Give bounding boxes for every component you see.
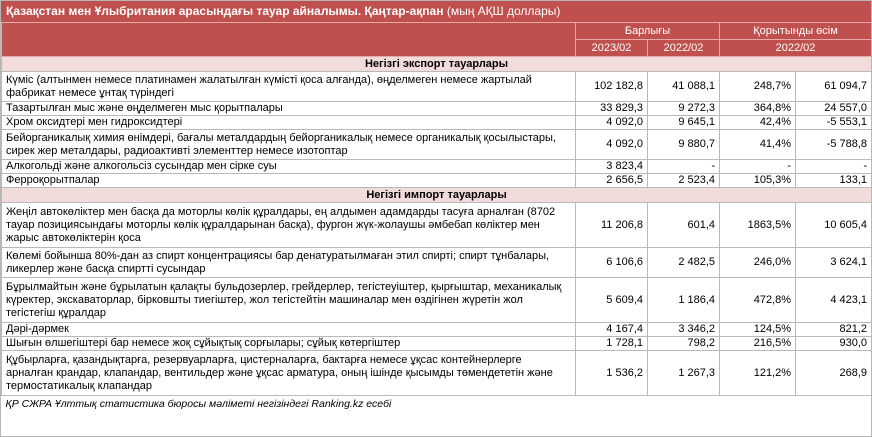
value-2022-cell: 3 346,2 xyxy=(648,323,720,337)
product-name-cell: Дәрі-дәрмек xyxy=(2,323,576,337)
product-name-cell: Құбырларға, қазандықтарға, резервуарларға, цистерналарға, бактарға немесе ұқсас контейнерлерге арналған крандар, клапандар, вентильдер және ұқсас арматура, оның ішінде қысымды төмендететін және термостатикалық клапандар xyxy=(2,351,576,396)
growth-absolute-cell: 268,9 xyxy=(796,351,872,396)
value-2022-cell: 1 186,4 xyxy=(648,278,720,323)
growth-percent-cell: 364,8% xyxy=(720,102,796,116)
growth-percent-cell: 216,5% xyxy=(720,337,796,351)
header-group-growth: Қорытынды өсім xyxy=(720,23,872,40)
product-name-cell: Көлемі бойынша 80%-дан аз спирт концентрациясы бар денатуратылмаған этил спирті; спирт тұнбалары, ликерлер және басқа спиртті сусындар xyxy=(2,248,576,278)
value-2023-cell: 33 829,3 xyxy=(576,102,648,116)
value-2023-cell: 4 167,4 xyxy=(576,323,648,337)
value-2022-cell: 9 880,7 xyxy=(648,130,720,160)
value-2022-cell: 9 645,1 xyxy=(648,116,720,130)
growth-absolute-cell: - xyxy=(796,160,872,174)
header-col-2022: 2022/02 xyxy=(648,40,720,57)
value-2022-cell: 2 482,5 xyxy=(648,248,720,278)
table-row xyxy=(2,278,872,323)
value-2022-cell: 1 267,3 xyxy=(648,351,720,396)
value-2023-cell: 5 609,4 xyxy=(576,278,648,323)
section-title: Негізгі импорт тауарлары xyxy=(2,188,872,203)
table-row xyxy=(2,116,872,130)
value-2023-cell: 1 728,1 xyxy=(576,337,648,351)
growth-percent-cell: 105,3% xyxy=(720,174,796,188)
growth-absolute-cell: 10 605,4 xyxy=(796,203,872,248)
header-col-growth-period: 2022/02 xyxy=(720,40,872,57)
table-row xyxy=(2,337,872,351)
table-title-main: Қазақстан мен Ұлыбритания арасындағы тауар айналымы. Қаңтар-ақпан xyxy=(6,4,444,18)
growth-percent-cell: 246,0% xyxy=(720,248,796,278)
growth-percent-cell: 472,8% xyxy=(720,278,796,323)
value-2022-cell: 601,4 xyxy=(648,203,720,248)
growth-absolute-cell: 930,0 xyxy=(796,337,872,351)
growth-absolute-cell: 24 557,0 xyxy=(796,102,872,116)
value-2023-cell: 2 656,5 xyxy=(576,174,648,188)
source-note: ҚР СЖРА Ұлттық статистика бюросы мәліметі негізіндегі Ranking.kz есебі xyxy=(2,396,872,413)
table-title xyxy=(1,1,871,22)
header-blank-cell xyxy=(2,23,576,57)
growth-percent-cell: 41,4% xyxy=(720,130,796,160)
value-2023-cell: 4 092,0 xyxy=(576,116,648,130)
growth-absolute-cell: -5 788,8 xyxy=(796,130,872,160)
value-2022-cell: - xyxy=(648,160,720,174)
value-2022-cell: 41 088,1 xyxy=(648,72,720,102)
growth-absolute-cell: -5 553,1 xyxy=(796,116,872,130)
table-row xyxy=(2,248,872,278)
value-2022-cell: 2 523,4 xyxy=(648,174,720,188)
value-2022-cell: 798,2 xyxy=(648,337,720,351)
value-2023-cell: 11 206,8 xyxy=(576,203,648,248)
section-header-row xyxy=(2,188,872,203)
product-name-cell: Күміс (алтынмен немесе платинамен жалатылған күмісті қоса алғанда), өңделмеген немесе жартылай фабрикат немесе ұнтақ түріндегі xyxy=(2,72,576,102)
product-name-cell: Жеңіл автокөліктер мен басқа да моторлы көлік құралдары, ең алдымен адамдарды тасуға арналған (8702 тауар позициясындағы моторлы көлік құралдарынан басқа), фургон жүк-жолаушы әмбебап көліктер мен жарыс автокөліктерін қоса xyxy=(2,203,576,248)
product-name-cell: Бұрылмайтын және бұрылатын қалақты бульдозерлер, грейдерлер, тегістеуіштер, қырғыштар, механикалық күректер, экскаваторлар, бірковшты тиегіштер, жол тегістейтін машиналар мен өздігінен жүретін жол тегістегіш құралдар xyxy=(2,278,576,323)
table-title-unit: (мың АҚШ доллары) xyxy=(446,4,561,18)
product-name-cell: Хром оксидтері мен гидроксидтері xyxy=(2,116,576,130)
value-2023-cell: 1 536,2 xyxy=(576,351,648,396)
table-row xyxy=(2,323,872,337)
growth-percent-cell: - xyxy=(720,160,796,174)
value-2023-cell: 3 823,4 xyxy=(576,160,648,174)
table-row xyxy=(2,102,872,116)
growth-percent-cell: 42,4% xyxy=(720,116,796,130)
table-row xyxy=(2,160,872,174)
table-body xyxy=(2,57,872,396)
trade-table xyxy=(1,22,872,412)
product-name-cell: Бейорганикалық химия өнімдері, бағалы металдардың бейорганикалық немесе органикалық қосылыстары, сирек жер металдары, радиоактивті элементтер немесе изотоптар xyxy=(2,130,576,160)
growth-absolute-cell: 3 624,1 xyxy=(796,248,872,278)
section-header-row xyxy=(2,57,872,72)
table-row xyxy=(2,130,872,160)
product-name-cell: Тазартылған мыс және өңделмеген мыс қорытпалары xyxy=(2,102,576,116)
growth-absolute-cell: 61 094,7 xyxy=(796,72,872,102)
product-name-cell: Ферроқорытпалар xyxy=(2,174,576,188)
table-row xyxy=(2,351,872,396)
section-title: Негізгі экспорт тауарлары xyxy=(2,57,872,72)
table-row xyxy=(2,174,872,188)
growth-absolute-cell: 4 423,1 xyxy=(796,278,872,323)
product-name-cell: Алкогольді және алкогольсіз сусындар мен сірке суы xyxy=(2,160,576,174)
header-group-total: Барлығы xyxy=(576,23,720,40)
growth-absolute-cell: 133,1 xyxy=(796,174,872,188)
value-2023-cell: 4 092,0 xyxy=(576,130,648,160)
product-name-cell: Шығын өлшегіштері бар немесе жоқ сұйықтық сорғылары; сұйық көтергіштер xyxy=(2,337,576,351)
value-2022-cell: 9 272,3 xyxy=(648,102,720,116)
growth-percent-cell: 121,2% xyxy=(720,351,796,396)
growth-percent-cell: 124,5% xyxy=(720,323,796,337)
growth-percent-cell: 248,7% xyxy=(720,72,796,102)
value-2023-cell: 6 106,6 xyxy=(576,248,648,278)
table-row xyxy=(2,72,872,102)
growth-absolute-cell: 821,2 xyxy=(796,323,872,337)
growth-percent-cell: 1863,5% xyxy=(720,203,796,248)
value-2023-cell: 102 182,8 xyxy=(576,72,648,102)
header-col-2023: 2023/02 xyxy=(576,40,648,57)
table-row xyxy=(2,203,872,248)
